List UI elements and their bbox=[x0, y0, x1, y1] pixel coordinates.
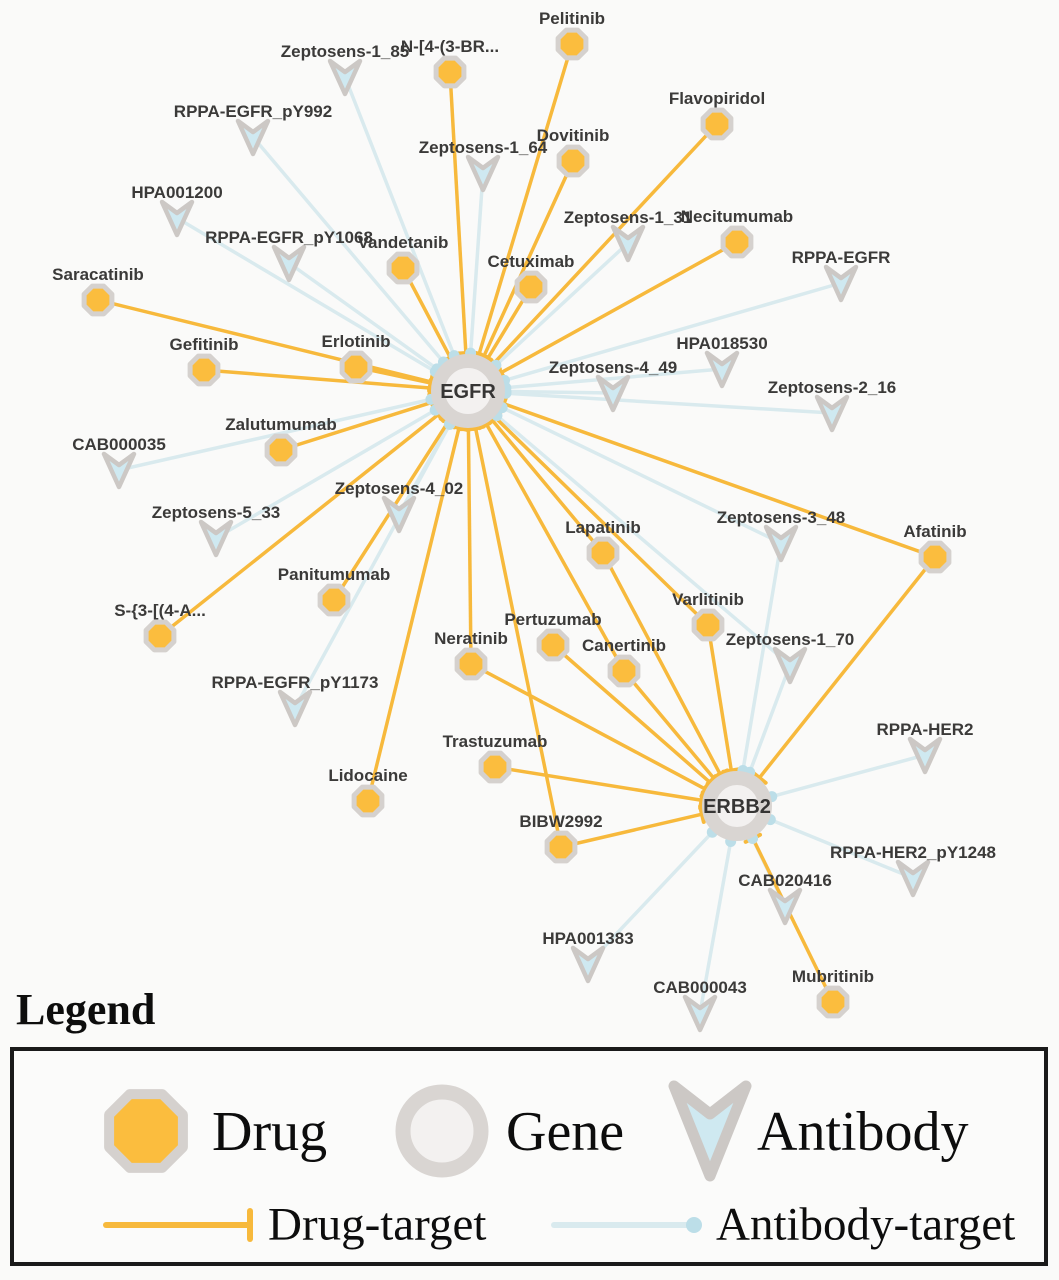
antibody-chevron-icon bbox=[826, 267, 856, 300]
drug-octagon-icon bbox=[267, 436, 295, 464]
drug-octagon-icon bbox=[354, 787, 382, 815]
drug-target-edge-icon bbox=[100, 1204, 265, 1246]
drug-octagon-icon bbox=[517, 273, 545, 301]
drug-node-dovitinib[interactable] bbox=[559, 147, 587, 175]
node-label-n4_3br: N-[4-(3-BR... bbox=[400, 37, 500, 56]
drug-node-neratinib[interactable] bbox=[457, 650, 485, 678]
labels-layer bbox=[52, 9, 996, 997]
drug-node-n4_3br[interactable] bbox=[436, 58, 464, 86]
node-label-z1_85: Zeptosens-1_85 bbox=[280, 42, 410, 61]
node-label-z1_64: Zeptosens-1_64 bbox=[418, 138, 548, 157]
node-label-vandetanib: Vandetanib bbox=[357, 233, 449, 252]
node-label-hpa001383: HPA001383 bbox=[542, 929, 634, 948]
node-label-lidocaine: Lidocaine bbox=[328, 766, 408, 785]
antibody-chevron-icon bbox=[775, 649, 805, 682]
antibody-chevron-icon bbox=[280, 692, 310, 725]
node-label-rppa_egfr_py1068: RPPA-EGFR_pY1068 bbox=[205, 228, 373, 247]
drug-octagon-icon bbox=[610, 657, 638, 685]
antibody-chevron-icon bbox=[162, 202, 192, 235]
drug-octagon-icon bbox=[558, 30, 586, 58]
drug-octagon-icon bbox=[320, 586, 348, 614]
antibody-chevron-icon bbox=[573, 948, 603, 981]
drug-node-cetuximab[interactable] bbox=[517, 273, 545, 301]
node-label-cab020416: CAB020416 bbox=[738, 871, 832, 890]
antibody-chevron-icon bbox=[274, 247, 304, 280]
antibody-node-cab000035[interactable] bbox=[104, 454, 134, 487]
drug-node-varlitinib[interactable] bbox=[694, 611, 722, 639]
node-label-bibw2992: BIBW2992 bbox=[519, 812, 603, 831]
gene-node-erbb2[interactable] bbox=[703, 778, 771, 834]
node-label-z1_70: Zeptosens-1_70 bbox=[725, 630, 855, 649]
node-label-canertinib: Canertinib bbox=[581, 636, 667, 655]
node-label-pertuzumab: Pertuzumab bbox=[504, 610, 602, 629]
antibody-chevron-icon bbox=[685, 997, 715, 1030]
edge-z1_70-erbb2 bbox=[750, 665, 790, 772]
node-label-panitumumab: Panitumumab bbox=[277, 565, 391, 584]
node-label-rppa_egfr_py992: RPPA-EGFR_pY992 bbox=[173, 102, 333, 121]
antibody-chevron-icon bbox=[468, 157, 498, 190]
drug-octagon-icon bbox=[703, 110, 731, 138]
antibody-node-rppa_egfr_py1173[interactable] bbox=[280, 692, 310, 725]
node-label-z4_49: Zeptosens-4_49 bbox=[548, 358, 678, 377]
edge-n4_3br-egfr bbox=[450, 72, 466, 353]
drug-node-afatinib[interactable] bbox=[921, 543, 949, 571]
node-label-z2_16: Zeptosens-2_16 bbox=[767, 378, 897, 397]
antibody-node-z5_33[interactable] bbox=[201, 522, 231, 555]
node-label-erlotinib: Erlotinib bbox=[321, 332, 391, 351]
antibody-node-z1_70[interactable] bbox=[775, 649, 805, 682]
legend-label-gene: Gene bbox=[506, 1100, 625, 1163]
antibody-chevron-icon bbox=[898, 862, 928, 895]
drug-octagon-icon bbox=[190, 356, 218, 384]
node-label-gefitinib: Gefitinib bbox=[169, 335, 239, 354]
drug-node-zalutumumab[interactable] bbox=[267, 436, 295, 464]
drug-octagon-icon bbox=[436, 58, 464, 86]
legend-label-antibody-target: Antibody-target bbox=[716, 1198, 1016, 1251]
antibody-node-z1_64[interactable] bbox=[468, 157, 498, 190]
gene-icon bbox=[392, 1081, 492, 1181]
gene-node-egfr[interactable] bbox=[438, 361, 498, 421]
drug-node-pelitinib[interactable] bbox=[558, 30, 586, 58]
node-label-cetuximab: Cetuximab bbox=[487, 252, 575, 271]
drug-octagon-icon bbox=[457, 650, 485, 678]
drug-octagon-icon bbox=[921, 543, 949, 571]
drug-octagon-icon bbox=[84, 286, 112, 314]
node-label-z5_33: Zeptosens-5_33 bbox=[151, 503, 281, 522]
node-label-cab000043: CAB000043 bbox=[653, 978, 747, 997]
antibody-chevron-icon bbox=[201, 522, 231, 555]
node-label-neratinib: Neratinib bbox=[434, 629, 508, 648]
node-label-rppa_her2: RPPA-HER2 bbox=[876, 720, 974, 739]
drug-octagon-icon bbox=[559, 147, 587, 175]
antibody-node-rppa_egfr_py1068[interactable] bbox=[274, 247, 304, 280]
legend-title: Legend bbox=[16, 985, 156, 1034]
drug-node-erlotinib[interactable] bbox=[342, 353, 370, 381]
antibody-chevron-icon bbox=[910, 739, 940, 772]
gene-label-egfr: EGFR bbox=[440, 381, 496, 403]
legend-label-antibody: Antibody bbox=[757, 1100, 969, 1163]
node-label-zalutumumab: Zalutumumab bbox=[225, 415, 337, 434]
node-label-pelitinib: Pelitinib bbox=[538, 9, 606, 28]
node-label-dovitinib: Dovitinib bbox=[536, 126, 610, 145]
drug-node-mubritinib[interactable] bbox=[819, 988, 847, 1016]
drug-node-saracatinib[interactable] bbox=[84, 286, 112, 314]
drug-octagon-icon bbox=[146, 622, 174, 650]
drug-octagon-icon bbox=[539, 631, 567, 659]
drug-node-canertinib[interactable] bbox=[610, 657, 638, 685]
node-label-cab000035: CAB000035 bbox=[72, 435, 166, 454]
antibody-target-edge-icon bbox=[548, 1204, 713, 1246]
edge-rppa_her2-erbb2 bbox=[772, 755, 925, 797]
node-label-varlitinib: Varlitinib bbox=[672, 590, 744, 609]
antibody-node-hpa001383[interactable] bbox=[573, 948, 603, 981]
drug-node-trastuzumab[interactable] bbox=[481, 753, 509, 781]
gene-label-erbb2: ERBB2 bbox=[703, 796, 771, 818]
drug-octagon-icon bbox=[819, 988, 847, 1016]
drug-octagon-icon bbox=[694, 611, 722, 639]
drug-icon bbox=[96, 1081, 196, 1181]
node-label-hpa001200: HPA001200 bbox=[131, 183, 223, 202]
node-label-rppa_egfr: RPPA-EGFR bbox=[791, 248, 891, 267]
antibody-node-rppa_egfr[interactable] bbox=[826, 267, 856, 300]
antibody-node-z1_85[interactable] bbox=[330, 61, 360, 94]
drug-octagon-icon bbox=[481, 753, 509, 781]
antibody-chevron-icon bbox=[766, 527, 796, 560]
node-label-saracatinib: Saracatinib bbox=[52, 265, 144, 284]
antibody-node-z3_48[interactable] bbox=[766, 527, 796, 560]
antibody-chevron-icon bbox=[104, 454, 134, 487]
drug-octagon-icon bbox=[389, 254, 417, 282]
antibody-node-hpa001200[interactable] bbox=[162, 202, 192, 235]
drug-octagon-icon bbox=[589, 539, 617, 567]
node-label-necitumumab: Necitumumab bbox=[680, 207, 794, 226]
drug-node-gefitinib[interactable] bbox=[190, 356, 218, 384]
drug-node-bibw2992[interactable] bbox=[547, 833, 575, 861]
drug-node-necitumumab[interactable] bbox=[723, 228, 751, 256]
drug-node-panitumumab[interactable] bbox=[320, 586, 348, 614]
node-label-z4_02: Zeptosens-4_02 bbox=[334, 479, 464, 498]
node-label-z1_31: Zeptosens-1_31 bbox=[563, 208, 693, 227]
drug-octagon-icon bbox=[723, 228, 751, 256]
node-label-mubritinib: Mubritinib bbox=[791, 967, 875, 986]
drug-node-s3_4a[interactable] bbox=[146, 622, 174, 650]
legend-label-drug: Drug bbox=[212, 1100, 328, 1163]
node-label-z3_48: Zeptosens-3_48 bbox=[716, 508, 846, 527]
antibody-node-cab020416[interactable] bbox=[770, 890, 800, 923]
drug-octagon-icon bbox=[342, 353, 370, 381]
antibody-node-rppa_her2_py1248[interactable] bbox=[898, 862, 928, 895]
antibody-chevron-icon bbox=[330, 61, 360, 94]
node-label-trastuzumab: Trastuzumab bbox=[442, 732, 548, 751]
drug-octagon-icon bbox=[547, 833, 575, 861]
node-label-rppa_egfr_py1173: RPPA-EGFR_pY1173 bbox=[211, 673, 379, 692]
legend-label-drug-target: Drug-target bbox=[268, 1198, 487, 1251]
antibody-icon bbox=[660, 1072, 770, 1188]
node-label-hpa018530: HPA018530 bbox=[676, 334, 768, 353]
antibody-node-cab000043[interactable] bbox=[685, 997, 715, 1030]
edge-canertinib-erbb2 bbox=[624, 671, 714, 778]
node-label-lapatinib: Lapatinib bbox=[565, 518, 641, 537]
drug-node-flavopiridol[interactable] bbox=[703, 110, 731, 138]
node-label-afatinib: Afatinib bbox=[903, 522, 967, 541]
drug-node-vandetanib[interactable] bbox=[389, 254, 417, 282]
drug-node-lapatinib[interactable] bbox=[589, 539, 617, 567]
node-label-rppa_her2_py1248: RPPA-HER2_pY1248 bbox=[830, 843, 996, 862]
drug-node-pertuzumab[interactable] bbox=[539, 631, 567, 659]
node-label-flavopiridol: Flavopiridol bbox=[668, 89, 766, 108]
drug-node-lidocaine[interactable] bbox=[354, 787, 382, 815]
node-label-s3_4a: S-{3-[(4-A... bbox=[114, 601, 206, 620]
edge-z1_64-egfr bbox=[471, 173, 483, 353]
antibody-node-rppa_her2[interactable] bbox=[910, 739, 940, 772]
antibody-chevron-icon bbox=[770, 890, 800, 923]
